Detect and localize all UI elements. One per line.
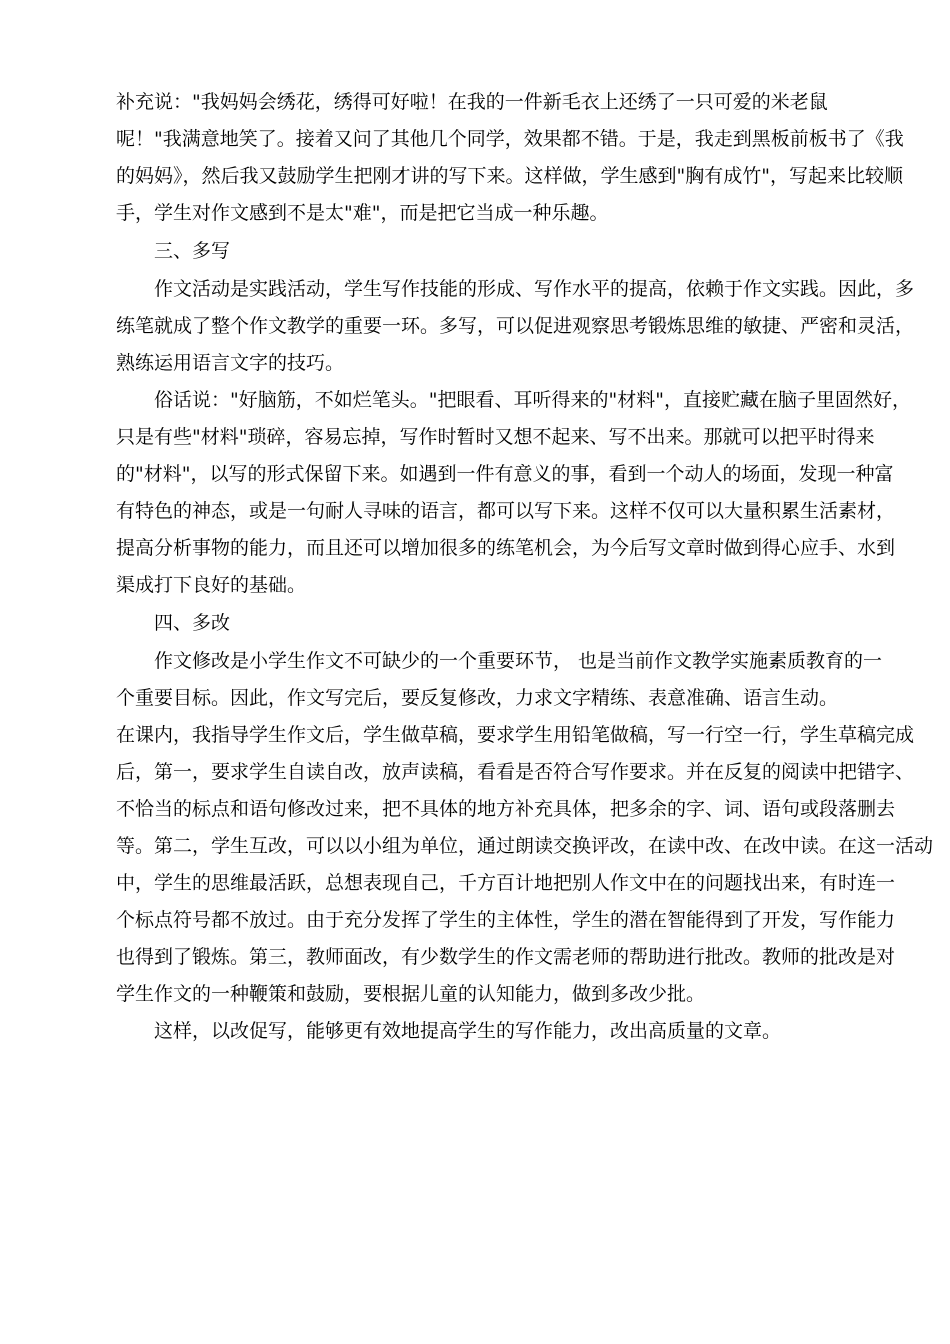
text-line: 个标点符号都不放过。由于充分发挥了学生的主体性，学生的潜在智能得到了开发，写作能力 xyxy=(116,909,896,931)
document-body xyxy=(116,84,934,1050)
text-line: 不恰当的标点和语句修改过来，把不具体的地方补充具体，把多余的字、词、语句或段落删去 xyxy=(116,798,896,820)
text-line: 等。第二，学生互改，可以以小组为单位，通过朗读交换评改，在读中改、在改中读。在这一活动 xyxy=(116,835,934,857)
heading-text: 四、多改 xyxy=(154,612,231,634)
section-heading-3 xyxy=(116,233,896,270)
text-line: 的"材料"，以写的形式保留下来。如遇到一件有意义的事，看到一个动人的场面，发现一种富 xyxy=(116,463,894,485)
text-line: 手，学生对作文感到不是太"难"，而是把它当成一种乐趣。 xyxy=(116,202,609,224)
paragraph xyxy=(116,717,934,1013)
heading-text: 三、多写 xyxy=(154,240,231,262)
text-line: 在课内，我指导学生作文后，学生做草稿，要求学生用铅笔做稿，写一行空一行，学生草稿完成 xyxy=(116,724,915,746)
text-line: 俗话说："好脑筋，不如烂笔头。"把眼看、耳听得来的"材料"，直接贮藏在脑子里固然好， xyxy=(154,389,911,411)
text-line: 练笔就成了整个作文教学的重要一环。多写，可以促进观察思考锻炼思维的敏捷、严密和灵活， xyxy=(116,315,915,337)
text-line: 的妈妈》，然后我又鼓励学生把刚才讲的写下来。这样做，学生感到"胸有成竹"，写起来比较顺 xyxy=(116,165,903,187)
text-line: 提高分析事物的能力，而且还可以增加很多的练笔机会，为今后写文章时做到得心应手、水到 xyxy=(116,537,896,559)
paragraph xyxy=(116,1013,896,1050)
text-line: 学生作文的一种鞭策和鼓励，要根据儿童的认知能力，做到多改少批。 xyxy=(116,983,706,1005)
paragraph xyxy=(116,271,915,382)
text-line: 后，第一，要求学生自读自改，放声读稿，看看是否符合写作要求。并在反复的阅读中把错字、 xyxy=(116,761,915,783)
text-line: 呢！"我满意地笑了。接着又问了其他几个同学，效果都不错。于是，我走到黑板前板书了《我 xyxy=(116,128,904,150)
text-line: 也得到了锻炼。第三，教师面改，有少数学生的作文需老师的帮助进行批改。教师的批改是对 xyxy=(116,946,896,968)
text-line: 作文活动是实践活动，学生写作技能的形成、写作水平的提高，依赖于作文实践。因此，多 xyxy=(154,278,915,300)
text-line: 有特色的神态，或是一句耐人寻味的语言，都可以写下来。这样不仅可以大量积累生活素材， xyxy=(116,500,896,522)
text-line: 渠成打下良好的基础。 xyxy=(116,574,307,596)
paragraph xyxy=(116,643,896,717)
text-line: 这样，以改促写，能够更有效地提高学生的写作能力，改出高质量的文章。 xyxy=(154,1020,782,1042)
text-line: 作文修改是小学生作文不可缺少的一个重要环节， 也是当前作文教学实施素质教育的一 xyxy=(154,650,883,672)
paragraph-continuation xyxy=(116,84,904,232)
section-heading-4 xyxy=(116,605,896,642)
text-line: 个重要目标。因此，作文写完后，要反复修改，力求文字精练、表意准确、语言生动。 xyxy=(116,687,839,709)
text-line: 补充说："我妈妈会绣花，绣得可好啦！在我的一件新毛衣上还绣了一只可爱的米老鼠 xyxy=(116,91,828,113)
text-line: 只是有些"材料"琐碎，容易忘掉，写作时暂时又想不起来、写不出来。那就可以把平时得来 xyxy=(116,426,875,448)
paragraph xyxy=(116,382,911,604)
text-line: 熟练运用语言文字的技巧。 xyxy=(116,352,345,374)
text-line: 中，学生的思维最活跃，总想表现自己，千方百计地把别人作文中在的问题找出来，有时连一 xyxy=(116,872,896,894)
